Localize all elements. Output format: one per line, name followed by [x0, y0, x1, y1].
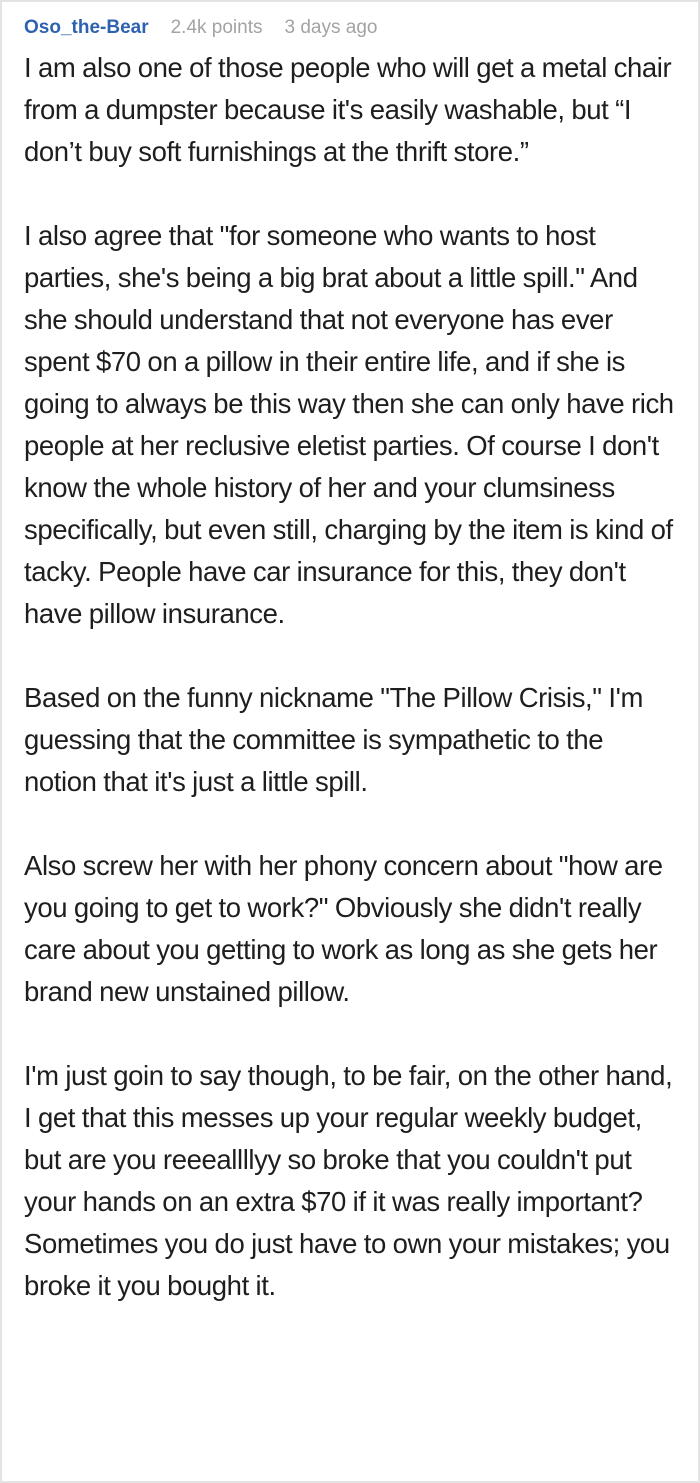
comment-header [24, 17, 676, 39]
comment-paragraph: I also agree that "for someone who wants to host parties, she's being a big brat about a little spill." And she should understand that not everyone has ever spent $70 on a pillow in their entire life, and if she is going to always be this way then she can only have rich people at her reclusive eletist parties. Of course I don't know the whole history of her and your clumsiness specifically, but even still, charging by the item is kind of tacky. People have car insurance for this, they don't have pillow insurance. [24, 220, 674, 629]
comment-body [24, 47, 676, 1307]
comment-paragraph: I am also one of those people who will get a metal chair from a dumpster because it's easily washable, but “I don’t buy soft furnishings at the thrift store.” [24, 52, 672, 167]
points-label: 2.4k points [170, 17, 263, 38]
comment-paragraph: I'm just goin to say though, to be fair, on the other hand, I get that this messes up your regular weekly budget, but are you reeeallllyy so broke that you couldn't put your hands on an extra $70 if it was really important? Sometimes you do just have to own your mistakes; you broke it you bought it. [24, 1060, 673, 1301]
comment-paragraph: Based on the funny nickname "The Pillow Crisis," I'm guessing that the committee is sympathetic to the notion that it's just a little spill. [24, 682, 643, 797]
username-link[interactable]: Oso_the-Bear [24, 17, 149, 38]
comment-paragraph: Also screw her with her phony concern about "how are you going to get to work?" Obviously she didn't really care about you getting to work as long as she gets her brand new unstained pillow. [24, 850, 663, 1007]
timestamp-label: 3 days ago [284, 17, 378, 38]
